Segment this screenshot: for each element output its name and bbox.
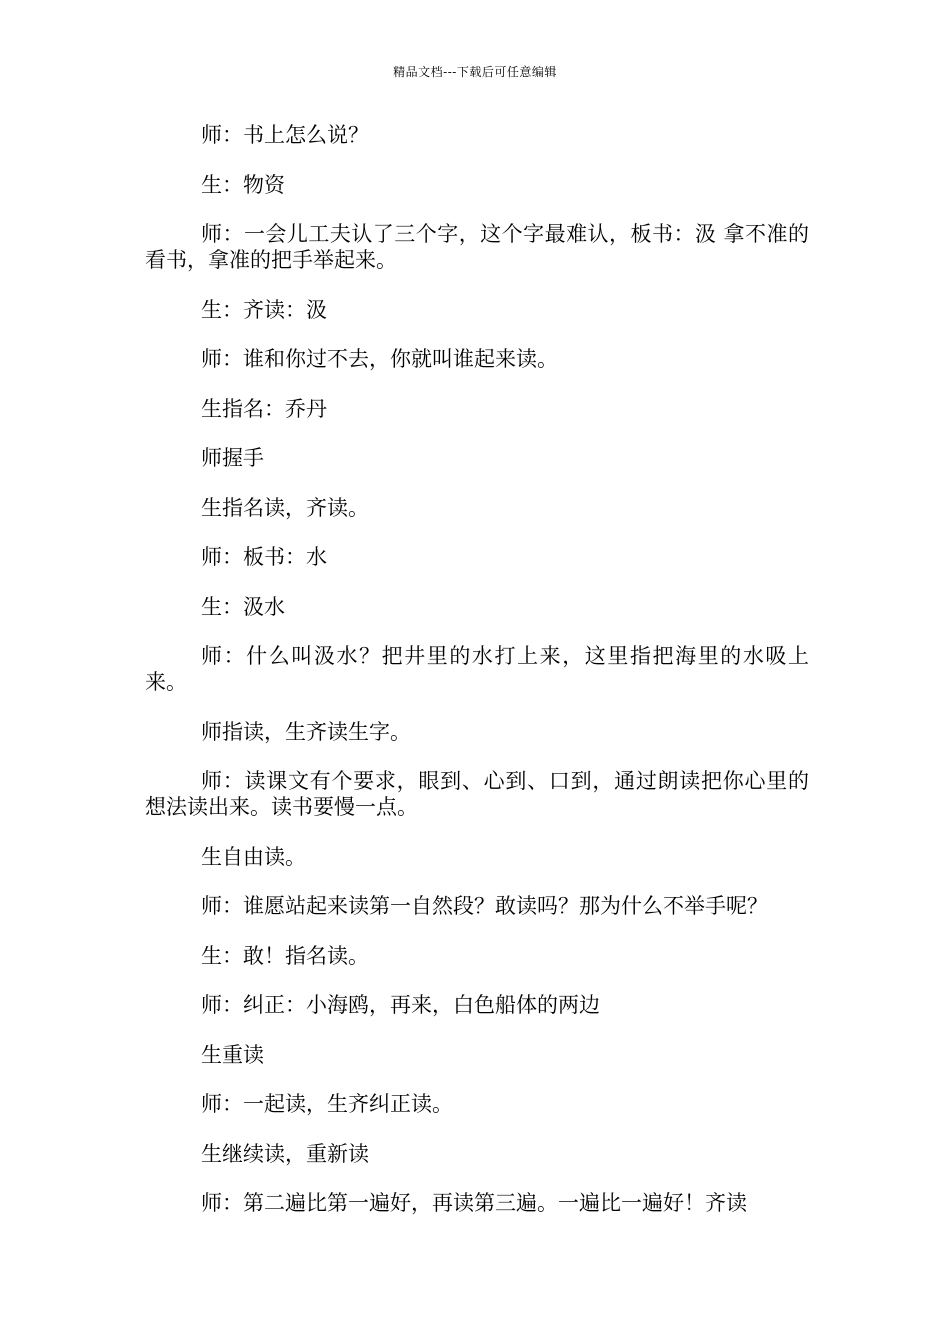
paragraph: 生：汲水 <box>201 594 285 619</box>
paragraph: 生自由读。 <box>201 844 306 869</box>
paragraph: 生：敢！指名读。 <box>201 943 369 968</box>
paragraph: 师：书上怎么说？ <box>201 123 369 147</box>
paragraph: 师指读，生齐读生字。 <box>201 719 411 744</box>
paragraph: 生指名：乔丹 <box>201 396 327 421</box>
paragraph: 师：一起读，生齐纠正读。 <box>201 1092 453 1116</box>
paragraph: 生重读 <box>201 1042 264 1067</box>
paragraph: 生指名读，齐读。 <box>201 495 369 520</box>
paragraph: 师：一会儿工夫认了三个字，这个字最难认，板书：汲 拿不准的看书，拿准的把手举起来。 <box>145 222 809 272</box>
paragraph: 师：谁愿站起来读第一自然段？敢读吗？那为什么不举手呢？ <box>201 894 768 918</box>
paragraph: 师：谁和你过不去，你就叫谁起来读。 <box>201 347 558 371</box>
paragraph: 师：板书：水 <box>201 545 327 569</box>
paragraph: 师：什么叫汲水？把井里的水打上来，这里指把海里的水吸上来。 <box>145 644 809 694</box>
document-body <box>145 122 809 1240</box>
paragraph: 生：物资 <box>201 172 285 197</box>
page-header: 精品文档---下载后可任意编辑 <box>393 65 557 79</box>
paragraph: 师：读课文有个要求，眼到、心到、口到，通过朗读把你心里的想法读出来。读书要慢一点。 <box>145 769 809 819</box>
paragraph: 生：齐读：汲 <box>201 297 327 322</box>
paragraph: 师：纠正：小海鸥，再来，白色船体的两边 <box>201 993 600 1017</box>
paragraph: 师握手 <box>201 446 264 470</box>
paragraph: 师：第二遍比第一遍好，再读第三遍。一遍比一遍好！齐读 <box>201 1191 747 1215</box>
paragraph: 生继续读，重新读 <box>201 1141 369 1166</box>
